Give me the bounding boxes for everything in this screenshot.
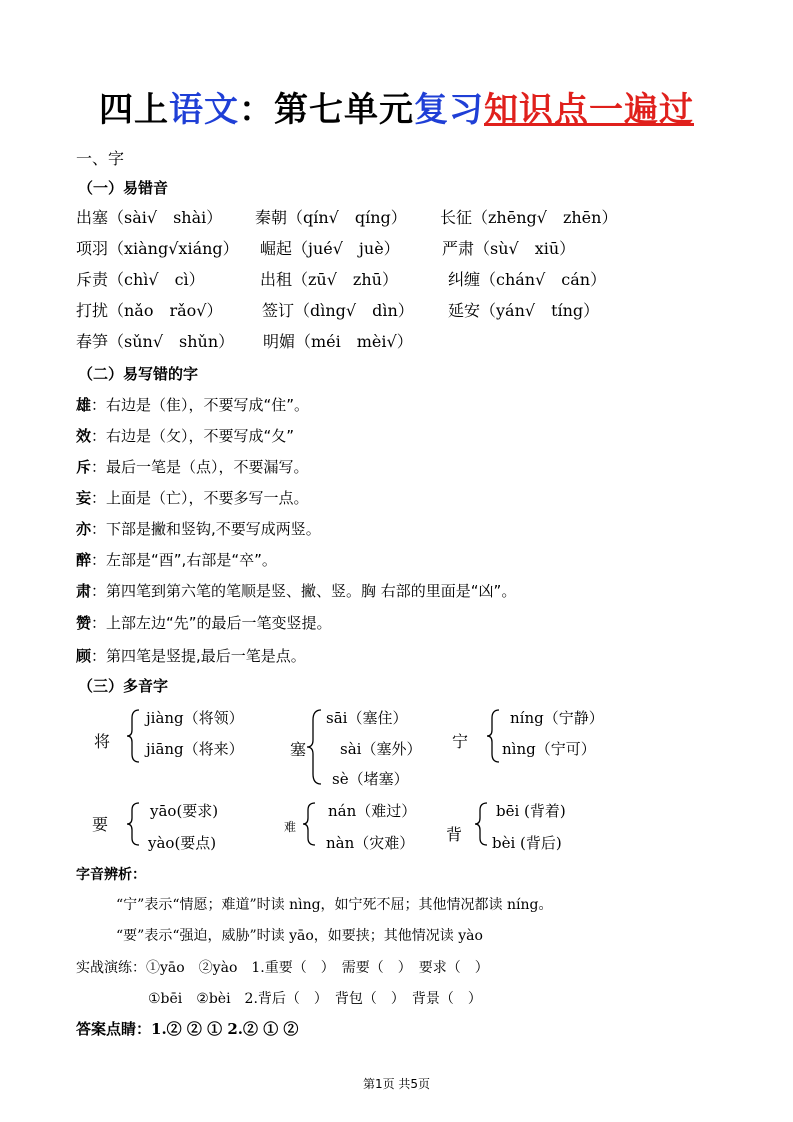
title-part-1: 四上	[99, 90, 169, 130]
word-item: 斥责（chì√ cì）	[76, 270, 205, 289]
word-item: 长征（zhēng√ zhēn）	[440, 208, 618, 227]
analysis-heading: 字音辨析：	[76, 867, 146, 883]
poly-char-jiang: 将	[94, 732, 111, 751]
poly-reading: bēi (背着)	[496, 802, 566, 820]
rule-text: ：第四笔到第六笔的笔顺是竖、撇、竖。胸 右部的里面是“凶”。	[91, 582, 517, 600]
brace-icon	[486, 708, 502, 764]
word-item: 出塞（sài√ shài）	[76, 208, 223, 227]
rule-text: ：下部是撇和竖钩,不要写成两竖。	[91, 520, 321, 538]
poly-reading: jiāng（将来）	[146, 740, 244, 758]
rule-item	[76, 580, 516, 601]
page-footer: 第1页 共5页	[362, 1077, 431, 1091]
brace-icon	[302, 801, 318, 847]
word-item: 崛起（jué√ juè）	[260, 239, 400, 258]
rule-char: 醉	[76, 551, 92, 569]
poly-reading: níng（宁静）	[510, 709, 604, 727]
brace-icon	[474, 801, 490, 847]
poly-reading: sè（堵塞）	[332, 770, 409, 788]
poly-char-sai: 塞	[290, 740, 307, 759]
rule-text: ：右边是（攵），不要写成“夂”	[91, 427, 295, 445]
rule-item	[76, 518, 321, 539]
poly-char-yao: 要	[92, 815, 109, 834]
poly-char-nan: 难	[284, 820, 297, 834]
subheading-miswritten-characters: （二）易写错的字	[78, 365, 199, 383]
title-part-2: 语文	[169, 90, 239, 130]
word-item: 纠缠（chán√ cán）	[448, 270, 607, 289]
rule-char: 效	[76, 427, 92, 445]
poly-reading: nàn（灾难）	[326, 834, 415, 852]
brace-icon	[126, 708, 142, 764]
word-item: 秦朝（qín√ qíng）	[255, 208, 407, 227]
title-part-4: 复习	[414, 90, 484, 130]
poly-char-bei: 背	[446, 825, 463, 844]
word-item: 严肃（sù√ xiū）	[442, 239, 576, 258]
title-part-3: ：第七单元	[239, 90, 414, 130]
word-item: 项羽（xiàng√xiáng）	[76, 239, 239, 258]
word-item: 签订（dìng√ dìn）	[262, 301, 414, 320]
word-item: 出租（zū√ zhū）	[260, 270, 398, 289]
rule-item	[76, 612, 332, 633]
poly-reading: nán（难过）	[328, 802, 417, 820]
rule-item	[76, 487, 309, 508]
rule-text: ：上部左边“先”的最后一笔变竖提。	[91, 614, 332, 632]
poly-reading: nìng（宁可）	[502, 740, 596, 758]
word-item: 春笋（sǔn√ shǔn）	[76, 332, 235, 351]
poly-reading: yāo(要求)	[150, 802, 219, 820]
analysis-line: “要”表示“强迫，威胁”时读 yāo，如要挟；其他情况读 yào	[116, 928, 483, 944]
subheading-mistaken-pronunciation: （一）易错音	[78, 179, 169, 197]
rule-char: 斥	[76, 458, 92, 476]
word-item: 打扰（nǎo rǎo√）	[76, 301, 223, 320]
practice-line: 实战演练：①yāo ②yào 1.重要（ ） 需要（ ） 要求（ ）	[76, 960, 489, 976]
rule-char: 肃	[76, 582, 92, 600]
answer-line: 答案点睛：1.② ② ① 2.② ① ②	[76, 1020, 299, 1038]
brace-icon	[126, 801, 142, 847]
rule-char: 赞	[76, 614, 92, 632]
poly-reading: bèi (背后)	[492, 834, 562, 852]
word-item: 延安（yán√ tíng）	[448, 301, 600, 320]
title-part-5: 知识点一遍过	[484, 90, 694, 130]
rule-text: ：上面是（亡），不要多写一点。	[91, 489, 309, 507]
subheading-polyphonic-characters: （三）多音字	[78, 677, 169, 695]
practice-line: ①bēi ②bèi 2.背后（ ） 背包（ ） 背景（ ）	[148, 991, 482, 1007]
word-item: 明媚（méi mèi√）	[263, 332, 413, 351]
poly-reading: sāi（塞住）	[326, 709, 408, 727]
page-title	[0, 82, 793, 131]
brace-icon	[306, 708, 324, 786]
rule-item	[76, 549, 277, 570]
rule-item	[76, 456, 309, 477]
rule-item	[76, 394, 309, 415]
analysis-line: “宁”表示“情愿；难道”时读 nìng，如宁死不屈；其他情况都读 níng。	[116, 897, 553, 913]
rule-text: ：右边是（隹），不要写成“住”。	[91, 396, 310, 414]
poly-char-ning: 宁	[452, 732, 469, 751]
rule-text: ：最后一笔是（点），不要漏写。	[91, 458, 309, 476]
poly-reading: jiàng（将领）	[146, 709, 244, 727]
rule-char: 雄	[76, 396, 92, 414]
rule-char: 亦	[76, 520, 92, 538]
poly-reading: yào(要点)	[148, 834, 217, 852]
rule-char: 顾	[76, 647, 92, 665]
rule-text: ：第四笔是竖提,最后一笔是点。	[91, 647, 306, 665]
rule-char: 妄	[76, 489, 92, 507]
rule-item	[76, 425, 294, 446]
section-heading-1: 一、字	[76, 149, 125, 168]
rule-item	[76, 645, 306, 666]
rule-text: ：左部是“酉”,右部是“卒”。	[91, 551, 277, 569]
poly-reading: sài（塞外）	[340, 740, 422, 758]
